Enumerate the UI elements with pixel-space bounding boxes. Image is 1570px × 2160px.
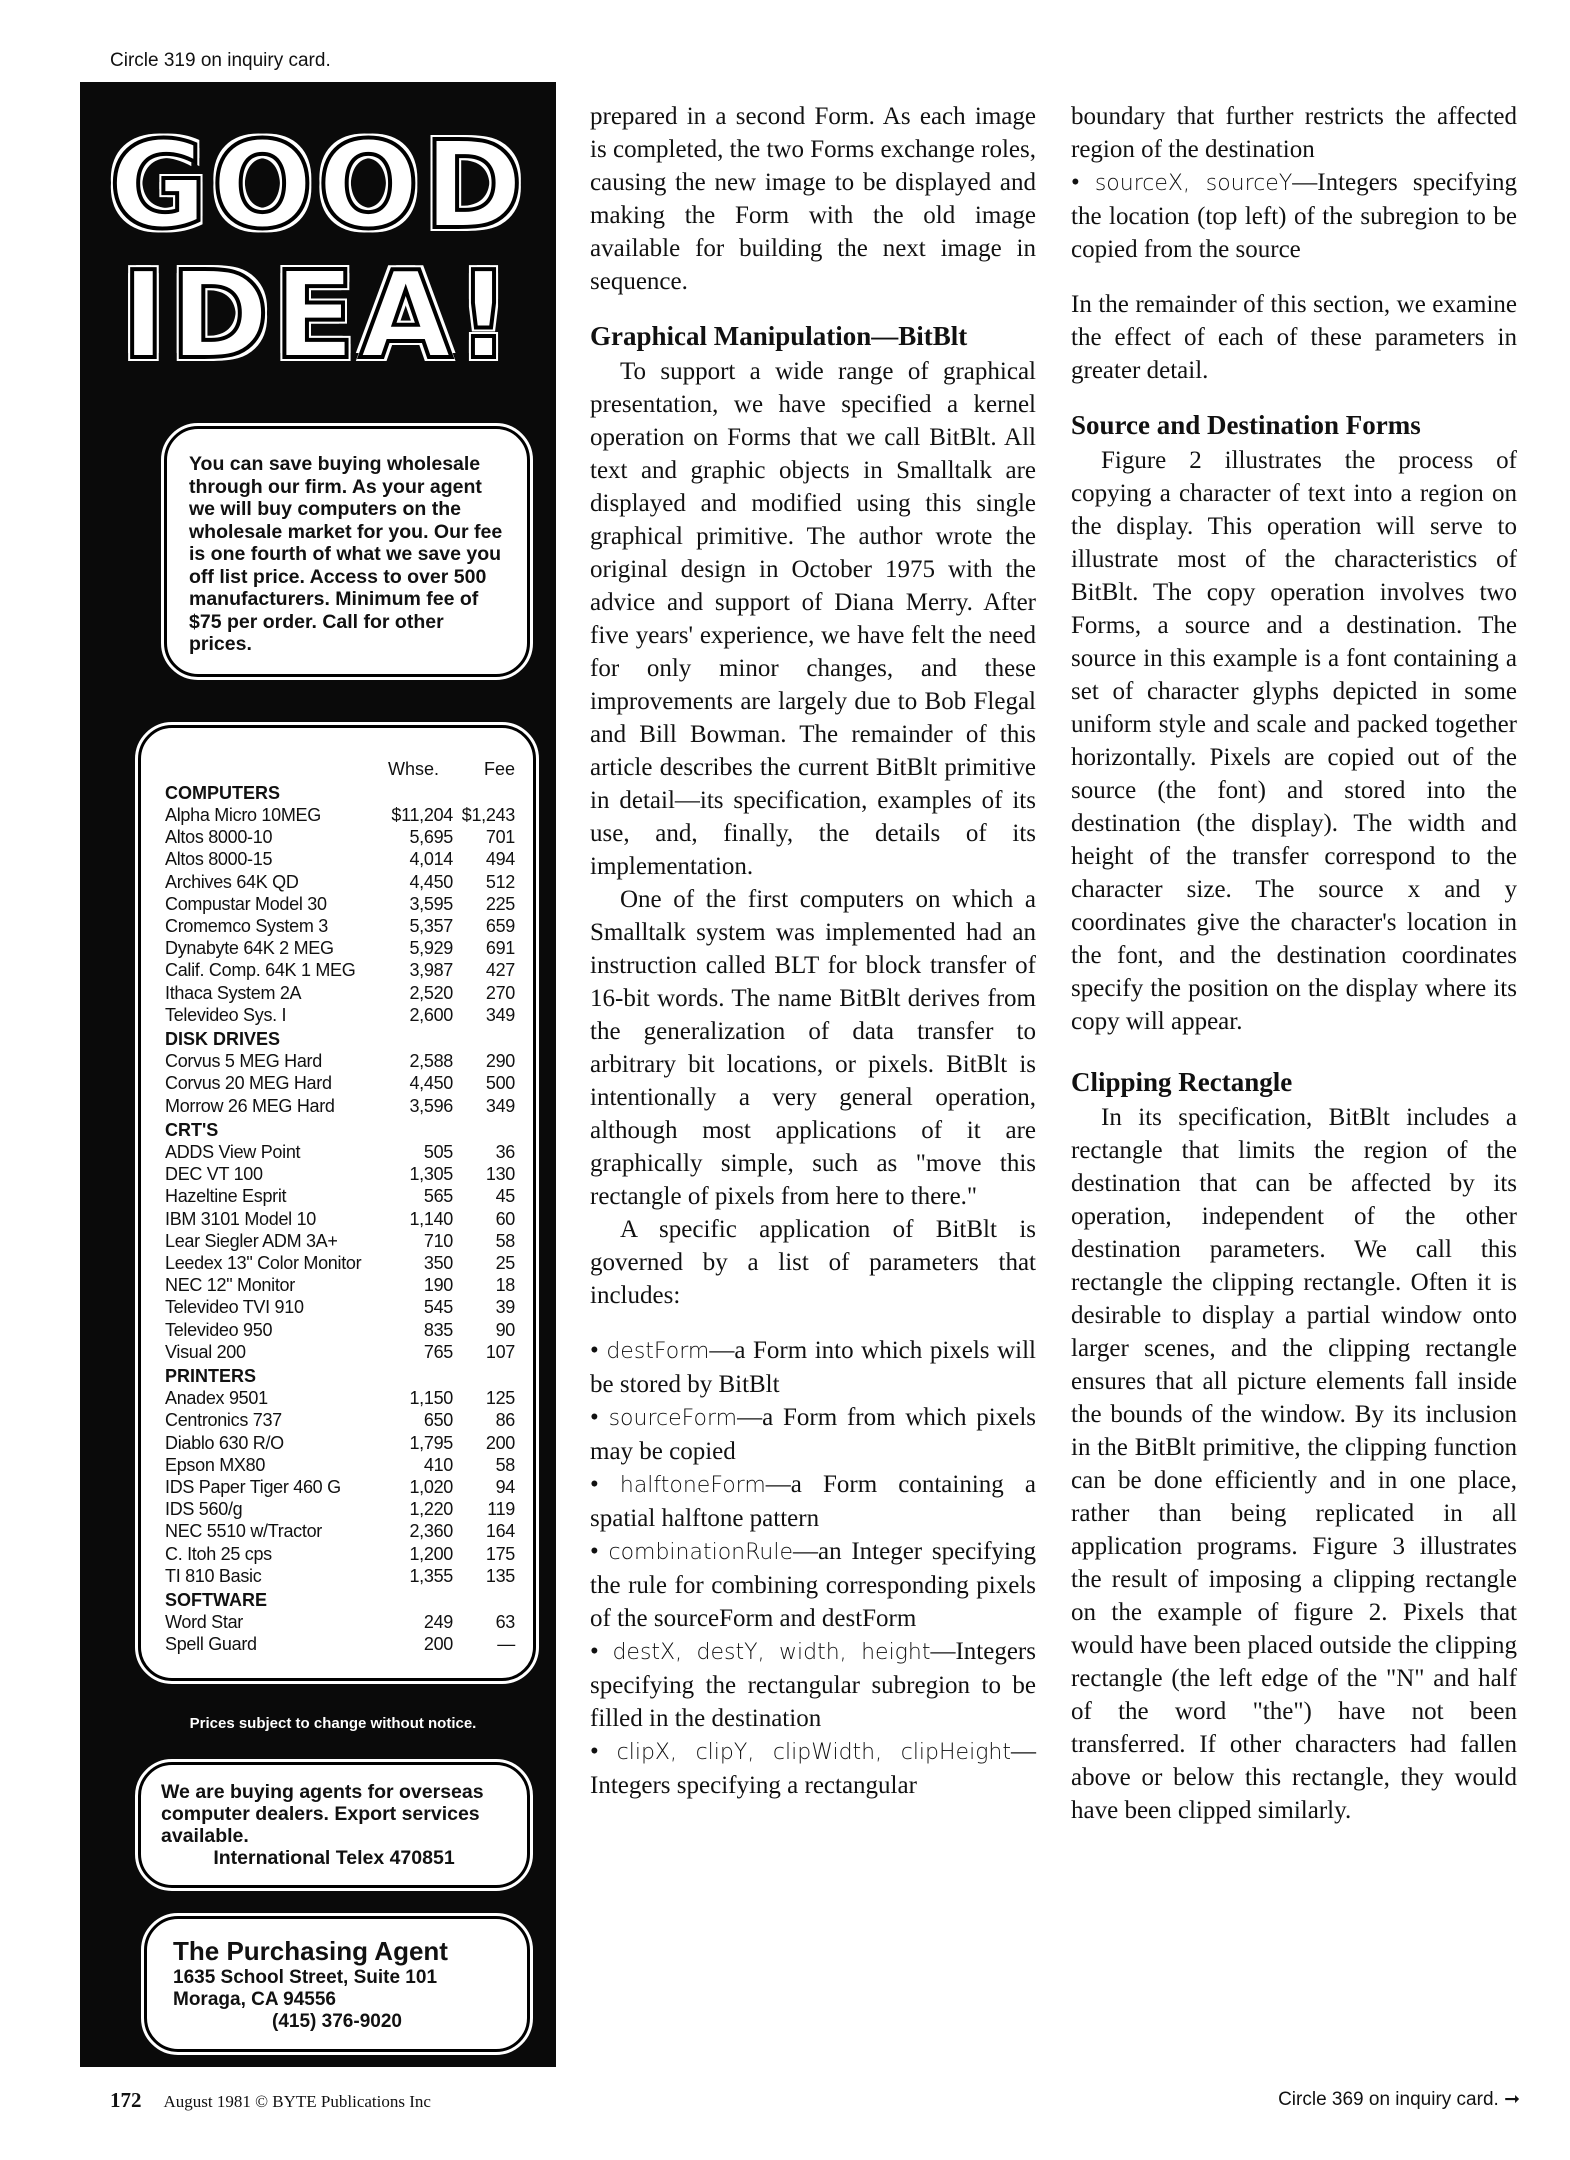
- inquiry-note-top: Circle 319 on inquiry card.: [110, 50, 331, 71]
- price-category: SOFTWARE: [165, 1590, 267, 1611]
- price-row: [165, 848, 515, 870]
- item-name: Televideo Sys. I: [165, 1004, 287, 1025]
- company-name: The Purchasing Agent: [173, 1935, 448, 1966]
- fee: 500: [485, 1073, 515, 1094]
- price-row: [165, 959, 515, 981]
- fee: 200: [485, 1432, 515, 1453]
- item-name: Visual 200: [165, 1341, 246, 1362]
- page-footer: [110, 2088, 431, 2113]
- whse-price: 5,929: [409, 938, 453, 959]
- whse-price: 410: [423, 1454, 453, 1475]
- fee: —: [497, 1634, 515, 1655]
- item-name: Word Star: [165, 1612, 243, 1633]
- fee: 512: [485, 871, 515, 892]
- whse-price: 1,200: [409, 1543, 453, 1564]
- bullet-item: • sourceX, sourceY—Integers specifying the location (top left) of the subregion to be copied from the source: [1071, 169, 1517, 263]
- param-desc: —Integers specifying a rectangular: [590, 1738, 1036, 1799]
- street: 1635 School Street, Suite 101: [173, 1966, 438, 1988]
- page-number: 172: [110, 2088, 142, 2112]
- fee: 349: [485, 1004, 515, 1025]
- bullet-item: • destForm—a Form into which pixels will be stored by BitBlt: [590, 1337, 1036, 1398]
- param-desc: —Integers specifying the rectangular subregion to be filled in the destination: [590, 1638, 1036, 1732]
- whse-price: 1,305: [409, 1164, 453, 1185]
- bullet-item: • combinationRule—an Integer specifying the rule for combining corresponding pixels of the sourceForm and destForm: [590, 1538, 1036, 1632]
- param-desc: —an Integer specifying the rule for combining corresponding pixels of the sourceForm and destForm: [590, 1538, 1036, 1632]
- fee: 701: [485, 827, 515, 848]
- fee: 86: [495, 1410, 515, 1431]
- whse-price: 1,795: [409, 1432, 453, 1453]
- paragraph: To support a wide range of graphical presentation, we have specified a kernel operation on Forms that we call BitBlt. All text and graphic objects in Smalltalk are displayed and modified using this single graphical primitive. The author wrote the original design in October 1975 with the advice and support of Diana Merry. After five years' experience, we have felt the need for only minor changes, and these improvements are largely due to Bob Flegal and Bill Bowman. The remainder of this article describes the current BitBlt primitive in detail—its specification, examples of its use, and, finally, the details of its implementation.: [590, 358, 1036, 880]
- price-row: [165, 1230, 515, 1252]
- item-name: Anadex 9501: [165, 1388, 268, 1409]
- price-row: [165, 937, 515, 959]
- item-name: IBM 3101 Model 10: [165, 1208, 316, 1229]
- param-name: combinationRule: [608, 1540, 794, 1565]
- price-row: [165, 1050, 515, 1072]
- item-name: ADDS View Point: [165, 1141, 301, 1162]
- section-heading: Source and Destination Forms: [1071, 410, 1421, 440]
- fee: 107: [485, 1341, 515, 1362]
- fee: 175: [485, 1543, 515, 1564]
- whse-price: 4,014: [409, 849, 453, 870]
- param-name: clipX, clipY, clipWidth, clipHeight: [616, 1740, 1011, 1765]
- col-fee: Fee: [483, 758, 515, 779]
- price-row: [165, 982, 515, 1004]
- item-name: IDS Paper Tiger 460 G: [165, 1477, 341, 1497]
- fee: 349: [485, 1095, 515, 1116]
- fee: 58: [495, 1454, 515, 1475]
- price-row: [165, 1095, 515, 1117]
- item-name: Lear Siegler ADM 3A+: [165, 1230, 338, 1251]
- price-row: [165, 1319, 515, 1341]
- article-column-2: [1071, 100, 1517, 1827]
- item-name: Epson MX80: [165, 1454, 266, 1475]
- item-name: Televideo TVI 910: [165, 1297, 304, 1318]
- whse-price: 1,020: [409, 1477, 453, 1497]
- bullet-item: • destX, destY, width, height—Integers specifying the rectangular subregion to be filled in the destination: [590, 1638, 1036, 1732]
- whse-price: 505: [423, 1141, 453, 1162]
- param-desc: —a Form into which pixels will be stored by BitBlt: [590, 1337, 1036, 1398]
- whse-price: 5,357: [409, 915, 453, 936]
- param-desc: —Integers specifying the location (top left) of the subregion to be copied from the source: [1071, 169, 1517, 263]
- whse-price: 3,987: [409, 960, 453, 981]
- price-row: [165, 1296, 515, 1318]
- price-row: [165, 1341, 515, 1363]
- price-row: [165, 1543, 515, 1565]
- item-name: Leedex 13" Color Monitor: [165, 1252, 362, 1273]
- price-row: [165, 1208, 515, 1230]
- fee: 125: [485, 1388, 515, 1409]
- footer-credit: August 1981 © BYTE Publications Inc: [163, 2092, 431, 2111]
- whse-price: 350: [423, 1252, 453, 1273]
- whse-price: 4,450: [409, 871, 453, 892]
- price-category: DISK DRIVES: [165, 1028, 281, 1049]
- paragraph: One of the first computers on which a Smalltalk system was implemented had an instruction called BLT for block transfer of 16-bit words. The name BitBlt derives from the generalization of data transfer to arbitrary bit locations, or pixels. BitBlt is intentionally a very general operation, although most applications of it are graphically simple, such as "move this rectangle of pixels from here to there.": [590, 886, 1036, 1210]
- whse-price: 545: [423, 1297, 453, 1318]
- price-row: [165, 804, 515, 826]
- paragraph: A specific application of BitBlt is governed by a list of parameters that includes:: [590, 1216, 1036, 1309]
- price-list-body: [165, 782, 515, 1656]
- price-row: [165, 1072, 515, 1094]
- item-name: Archives 64K QD: [165, 871, 299, 892]
- whse-price: 2,600: [409, 1004, 453, 1025]
- whse-price: 3,596: [409, 1095, 453, 1116]
- item-name: Centronics 737: [165, 1410, 282, 1431]
- fee: 494: [485, 849, 515, 870]
- whse-price: 650: [423, 1410, 453, 1431]
- price-list: [138, 725, 536, 1681]
- item-name: Compustar Model 30: [165, 893, 327, 914]
- price-row: [165, 1409, 515, 1431]
- price-row: [165, 871, 515, 893]
- overseas-text: We are buying agents for overseas computer dealers. Export services available.: [161, 1780, 484, 1847]
- price-row: [165, 826, 515, 848]
- fee: 45: [495, 1186, 515, 1207]
- item-name: IDS 560/g: [165, 1499, 243, 1520]
- paragraph: In the remainder of this section, we examine the effect of each of these parameters in greater detail.: [1071, 291, 1517, 384]
- item-name: Alpha Micro 10MEG: [165, 804, 321, 825]
- item-name: Corvus 5 MEG Hard: [165, 1051, 322, 1072]
- item-name: Ithaca System 2A: [165, 982, 302, 1003]
- item-name: DEC VT 100: [165, 1164, 263, 1185]
- param-name: sourceForm: [608, 1406, 738, 1431]
- city: Moraga, CA 94556: [173, 1988, 336, 2010]
- paragraph: In its specification, BitBlt includes a rectangle that limits the region of the destination that can be affected by its operation, independent of the other destination parameters. We call this rectangle the clipping rectangle. Often it is desirable to display a partial window onto larger scenes, and the clipping rectangle ensures that all picture elements fall inside the bounds of the window. By its inclusion in the BitBlt primitive, the clipping function can be done efficiently and in one place, rather than being replicated in all application programs. Figure 3 illustrates the result of imposing a clipping rectangle on the example of figure 2. Pixels that would have been placed outside the clipping rectangle (the left edge of the "N" and half of the word "the") have not been transferred. If other characters had fallen above or below this rectangle, they would have been clipped similarly.: [1071, 1104, 1517, 1824]
- fee: 691: [485, 938, 515, 959]
- overseas-box: [138, 1762, 530, 1888]
- price-category: COMPUTERS: [165, 782, 281, 803]
- price-row: [165, 1454, 515, 1476]
- telex: International Telex 470851: [213, 1846, 455, 1869]
- bullet-item: • sourceForm—a Form from which pixels may be copied: [590, 1404, 1036, 1465]
- param-desc: —a Form containing a spatial halftone pattern: [590, 1471, 1036, 1532]
- fee: 60: [495, 1208, 515, 1229]
- item-name: Morrow 26 MEG Hard: [165, 1095, 335, 1116]
- item-name: Altos 8000-15: [165, 849, 273, 870]
- fee: 94: [495, 1477, 515, 1497]
- price-row: [165, 1387, 515, 1409]
- item-name: Diablo 630 R/O: [165, 1432, 284, 1453]
- fee: 36: [495, 1141, 515, 1162]
- item-name: C. Itoh 25 cps: [165, 1543, 272, 1564]
- whse-price: 3,595: [409, 893, 453, 914]
- whse-price: 5,695: [409, 827, 453, 848]
- price-row: [165, 1141, 515, 1163]
- ad-intro-box: You can save buying wholesale through our firm. As your agent we will buy computers on the wholesale market for you. Our fee is one fourth of what we save you off list price. Access to over 500 manufacturers. Minimum fee of $75 per order. Call for other prices.: [164, 426, 530, 677]
- bullet-item: • halftoneForm—a Form containing a spatial halftone pattern: [590, 1471, 1036, 1532]
- param-name: destX, destY, width, height: [612, 1640, 931, 1665]
- item-name: Spell Guard: [165, 1634, 257, 1655]
- price-row: [165, 1611, 515, 1633]
- price-row: [165, 1476, 515, 1498]
- price-category: CRT'S: [165, 1119, 219, 1140]
- purchasing-agent-ad: [80, 82, 556, 2067]
- price-row: [165, 1252, 515, 1274]
- price-row: [165, 1163, 515, 1185]
- whse-price: 1,140: [409, 1208, 453, 1229]
- price-row: [165, 1274, 515, 1296]
- whse-price: 190: [423, 1275, 453, 1296]
- item-name: TI 810 Basic: [165, 1565, 262, 1586]
- ad-headline-good: GOOD: [108, 117, 528, 256]
- whse-price: 2,588: [409, 1051, 453, 1072]
- param-name: destForm: [606, 1339, 710, 1364]
- price-row: [165, 1498, 515, 1520]
- paragraph: boundary that further restricts the affected region of the destination: [1071, 103, 1517, 163]
- item-name: Dynabyte 64K 2 MEG: [165, 938, 334, 959]
- fee: 18: [495, 1275, 515, 1296]
- price-row: [165, 915, 515, 937]
- price-row: [165, 1633, 515, 1655]
- whse-price: 710: [423, 1230, 453, 1251]
- param-name: halftoneForm: [619, 1473, 766, 1498]
- whse-price: 1,355: [409, 1565, 453, 1586]
- price-category: PRINTERS: [165, 1365, 257, 1386]
- fee: 39: [495, 1297, 515, 1318]
- item-name: Altos 8000-10: [165, 827, 273, 848]
- fee: $1,243: [461, 804, 515, 825]
- param-name: sourceX, sourceY: [1094, 171, 1293, 196]
- fee: 58: [495, 1230, 515, 1251]
- whse-price: 249: [423, 1612, 453, 1633]
- whse-price: 2,360: [409, 1521, 453, 1542]
- fee: 225: [485, 893, 515, 914]
- item-name: Televideo 950: [165, 1319, 273, 1340]
- inquiry-note-bottom: Circle 369 on inquiry card. ➞: [1278, 2089, 1520, 2110]
- whse-price: 835: [423, 1319, 453, 1340]
- item-name: Hazeltine Esprit: [165, 1186, 287, 1207]
- param-desc: —a Form from which pixels may be copied: [590, 1404, 1036, 1465]
- fee: 164: [485, 1521, 515, 1542]
- section-heading: Clipping Rectangle: [1071, 1067, 1293, 1097]
- ad-headline-idea: IDEA!: [121, 247, 515, 386]
- whse-price: 4,450: [409, 1073, 453, 1094]
- price-row: [165, 1520, 515, 1542]
- fee: 270: [485, 982, 515, 1003]
- price-row: [165, 1004, 515, 1026]
- article-column-1: [590, 100, 1036, 1802]
- fee: 90: [495, 1319, 515, 1340]
- bullet-item: • clipX, clipY, clipWidth, clipHeight—Integers specifying a rectangular: [590, 1738, 1036, 1799]
- item-name: Calif. Comp. 64K 1 MEG: [165, 960, 356, 981]
- fee: 119: [487, 1499, 515, 1520]
- whse-price: 1,220: [409, 1499, 453, 1520]
- fee: 25: [495, 1252, 515, 1273]
- fee: 63: [495, 1612, 515, 1633]
- price-row: [165, 1185, 515, 1207]
- price-row: [165, 1565, 515, 1587]
- whse-price: 1,150: [409, 1388, 453, 1409]
- whse-price: $11,204: [391, 804, 453, 825]
- fee: 659: [485, 915, 515, 936]
- paragraph: prepared in a second Form. As each image is completed, the two Forms exchange roles, causing the new image to be displayed and making the Form with the old image available for building the next image in sequence.: [590, 103, 1036, 295]
- section-heading: Graphical Manipulation—BitBlt: [590, 321, 968, 351]
- fee: 427: [485, 960, 515, 981]
- item-name: NEC 5510 w/Tractor: [165, 1521, 322, 1542]
- item-name: Corvus 20 MEG Hard: [165, 1073, 332, 1094]
- col-whse: Whse.: [387, 758, 439, 779]
- fee: 290: [485, 1051, 515, 1072]
- fee: 135: [485, 1565, 515, 1586]
- whse-price: 2,520: [409, 982, 453, 1003]
- phone: (415) 376-9020: [272, 2010, 402, 2032]
- whse-price: 765: [423, 1341, 453, 1362]
- whse-price: 565: [423, 1186, 453, 1207]
- paragraph: Figure 2 illustrates the process of copying a character of text into a region on the display. This operation will serve to illustrate most of the characteristics of BitBlt. The copy operation involves two Forms, a source and a destination. The source in this example is a font containing a set of character glyphs depicted in some uniform style and scale and packed together horizontally. Pixels are copied out of the source (the font) and stored into the destination (the display). The width and height of the transfer correspond to the character size. The source x and y coordinates give the character's location in the font, and the destination coordinates specify the position on the display where its copy will appear.: [1071, 447, 1517, 1035]
- item-name: NEC 12" Monitor: [165, 1275, 295, 1296]
- price-list-header: [165, 758, 515, 780]
- price-notice: Prices subject to change without notice.: [189, 1714, 477, 1732]
- fee: 130: [485, 1164, 515, 1185]
- whse-price: 200: [423, 1634, 453, 1655]
- parameter-list: [590, 1334, 1036, 1802]
- price-row: [165, 1432, 515, 1454]
- address-box: [144, 1916, 530, 2052]
- price-row: [165, 893, 515, 915]
- item-name: Cromemco System 3: [165, 915, 328, 936]
